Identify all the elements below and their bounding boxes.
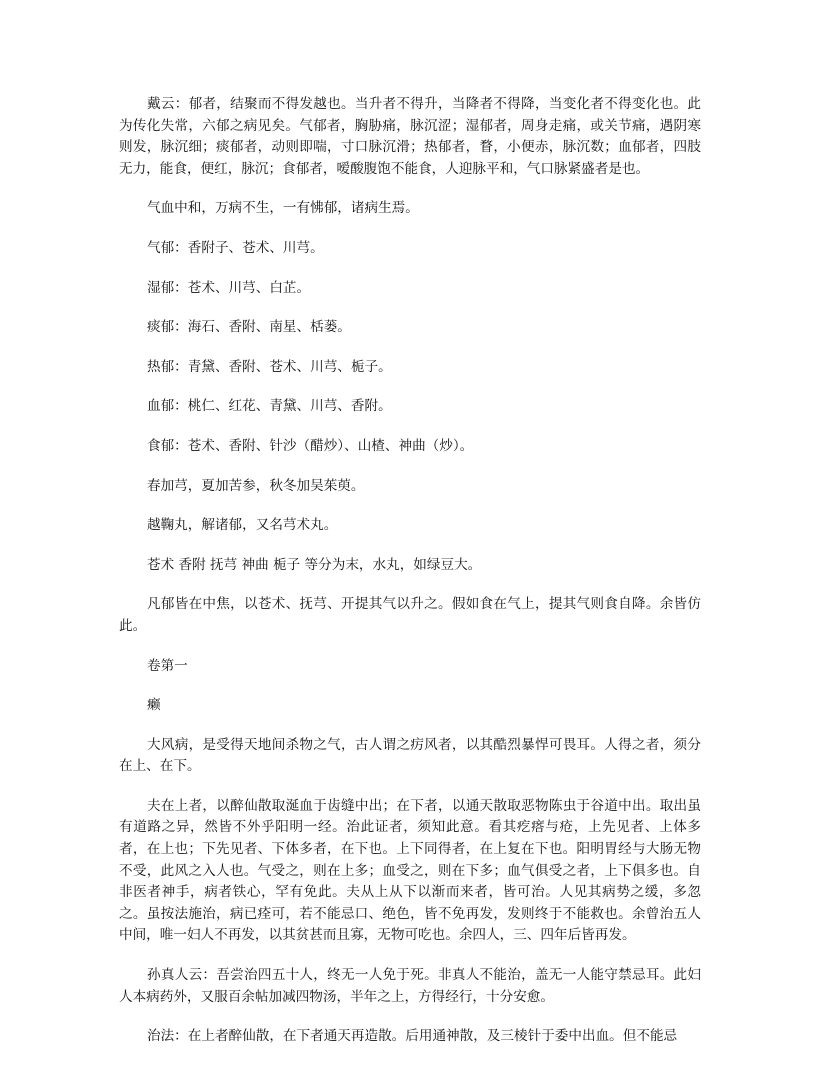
paragraph-food-stagnation: 食郁：苍术、香附、针沙（醋炒）、山楂、神曲（炒）。 xyxy=(147,437,474,454)
paragraph-middle-jiao: 凡郁皆在中焦，以苍术、抚芎、开提其气以升之。假如食在气上，提其气则食自降。余皆仿此。 xyxy=(119,596,701,634)
paragraph-seasonal-additions: 春加芎，夏加苦参，秋冬加吴茱萸。 xyxy=(147,477,365,494)
paragraph-great-wind-disease: 大风病，是受得天地间杀物之气，古人谓之疠风者，以其酷烈暴悍可畏耳。人得之者，须分在上、在下。 xyxy=(119,736,701,775)
section-heading-leprosy: 癞 xyxy=(147,697,161,714)
paragraph-damp-stagnation: 湿郁：苍术、川芎、白芷。 xyxy=(147,279,311,296)
paragraph-upper-lower-treatment: 夫在上者，以醉仙散取涎血于齿缝中出；在下者，以通天散取恶物陈虫于谷道中出。取出虽有道路之异，然皆不外乎阳明一经。治此证者，须知此意。看其疙瘩与疮，上先见者、上体多者，在上也；下先见者、下体多者，在下也。上下同得者，在上复在下也。阳明胃经与大肠无物不受，此风之入人也。气受之，则在上多；血受之，则在下多；血气俱受之者，上下俱多也。自非医者神手，病者铁心，罕有免此。夫从上从下以渐而来者，皆可治。人见其病势之缓，多忽之。虽按法施治，病已痊可，若不能忌口、绝色，皆不免再发，发则终于不能救也。余曾治五人中间，唯一妇人不再发，以其贫甚而且寡，无物可吃也。余四人，三、四年后皆再发。 xyxy=(119,797,701,944)
paragraph-yueju-pill: 越鞠丸，解诸郁，又名芎术丸。 xyxy=(147,517,338,534)
paragraph-six-stagnations-intro: 戴云：郁者，结聚而不得发越也。当升者不得升，当降者不得降，当变化者不得变化也。此为传化失常，六郁之病见矣。气郁者，胸胁痛，脉沉涩；湿郁者，周身走痛，或关节痛，遇阴寒则发，脉沉细；痰郁者，动则即喘，寸口脉沉滑；热郁者，瞀，小便赤，脉沉数；血郁者，四肢无力，能食，便红，脉沉；食郁者，嗳酸腹饱不能食，人迎脉平和，气口脉紧盛者是也。 xyxy=(119,96,701,177)
paragraph-qi-stagnation: 气郁：香附子、苍术、川芎。 xyxy=(147,239,324,256)
paragraph-yueju-formula: 苍术 香附 抚芎 神曲 栀子 等分为末，水丸，如绿豆大。 xyxy=(147,556,482,573)
paragraph-blood-stagnation: 血郁：桃仁、红花、青黛、川芎、香附。 xyxy=(147,398,392,415)
paragraph-phlegm-stagnation: 痰郁：海石、香附、南星、栝蒌。 xyxy=(147,319,351,336)
volume-heading: 卷第一 xyxy=(147,657,188,674)
paragraph-treatment-method: 治法：在上者醉仙散，在下者通天再造散。后用通神散，及三棱针于委中出血。但不能忌 xyxy=(147,1028,678,1045)
paragraph-sun-zhenren: 孙真人云：吾尝治四五十人，终无一人免于死。非真人不能治，盖无一人能守禁忌耳。此妇人本病药外，又服百余帖加减四物汤，半年之上，方得经行，十分安愈。 xyxy=(119,967,701,1005)
paragraph-qi-blood-harmony: 气血中和，万病不生，一有怫郁，诸病生焉。 xyxy=(147,200,419,217)
document-body xyxy=(119,94,701,1066)
paragraph-heat-stagnation: 热郁：青黛、香附、苍术、川芎、栀子。 xyxy=(147,358,392,375)
